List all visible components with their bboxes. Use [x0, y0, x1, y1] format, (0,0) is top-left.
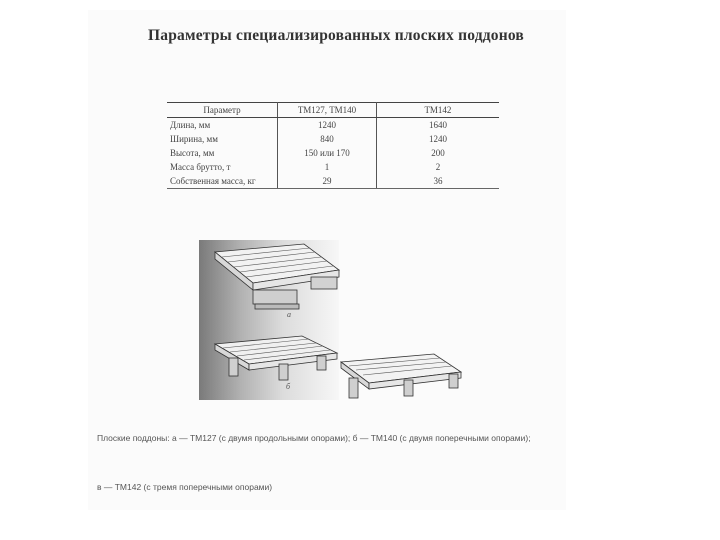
- figure-label-a: а: [287, 310, 291, 319]
- table-row: [167, 118, 499, 133]
- table-header-row: [167, 103, 499, 118]
- pallet-a-drawing: [215, 244, 339, 309]
- row-label: Масса брутто, т: [167, 160, 278, 174]
- figure-caption-line2: в — ТМ142 (с тремя поперечными опорами): [97, 482, 273, 492]
- table-row: [167, 146, 499, 160]
- pallet-c-drawing: [341, 354, 461, 398]
- table-row: [167, 160, 499, 174]
- pallet-b-drawing: [215, 336, 337, 380]
- row-value: 840: [278, 132, 377, 146]
- table-row: [167, 132, 499, 146]
- row-label: Длина, мм: [167, 118, 278, 133]
- row-value: 1640: [429, 120, 447, 130]
- header-tm142: ТМ142: [377, 103, 500, 118]
- row-value: 1240: [278, 118, 377, 133]
- page-title: Параметры специализированных плоских поддонов: [148, 27, 525, 44]
- row-value: 1240: [429, 134, 447, 144]
- row-value: 1: [278, 160, 377, 174]
- table-row: [167, 174, 499, 189]
- row-value: 200: [431, 148, 445, 158]
- pallet-illustrations: [199, 240, 469, 410]
- figure-caption-line1: Плоские поддоны: а — ТМ127 (с двумя продольными опорами); б — ТМ140 (с двумя поперечными опорами);: [97, 433, 531, 443]
- row-value: 36: [377, 174, 500, 189]
- figure-label-b: б: [286, 382, 291, 391]
- row-label: Высота, мм: [167, 146, 278, 160]
- row-value: 2: [435, 162, 441, 172]
- row-value: 150 или 170: [278, 146, 377, 160]
- row-label: Ширина, мм: [167, 132, 278, 146]
- row-label: Собственная масса, кг: [167, 174, 278, 189]
- parameters-table: [167, 102, 499, 189]
- row-value: 29: [278, 174, 377, 189]
- header-parameter: Параметр: [167, 103, 278, 118]
- header-tm127-tm140: ТМ127, ТМ140: [278, 103, 377, 118]
